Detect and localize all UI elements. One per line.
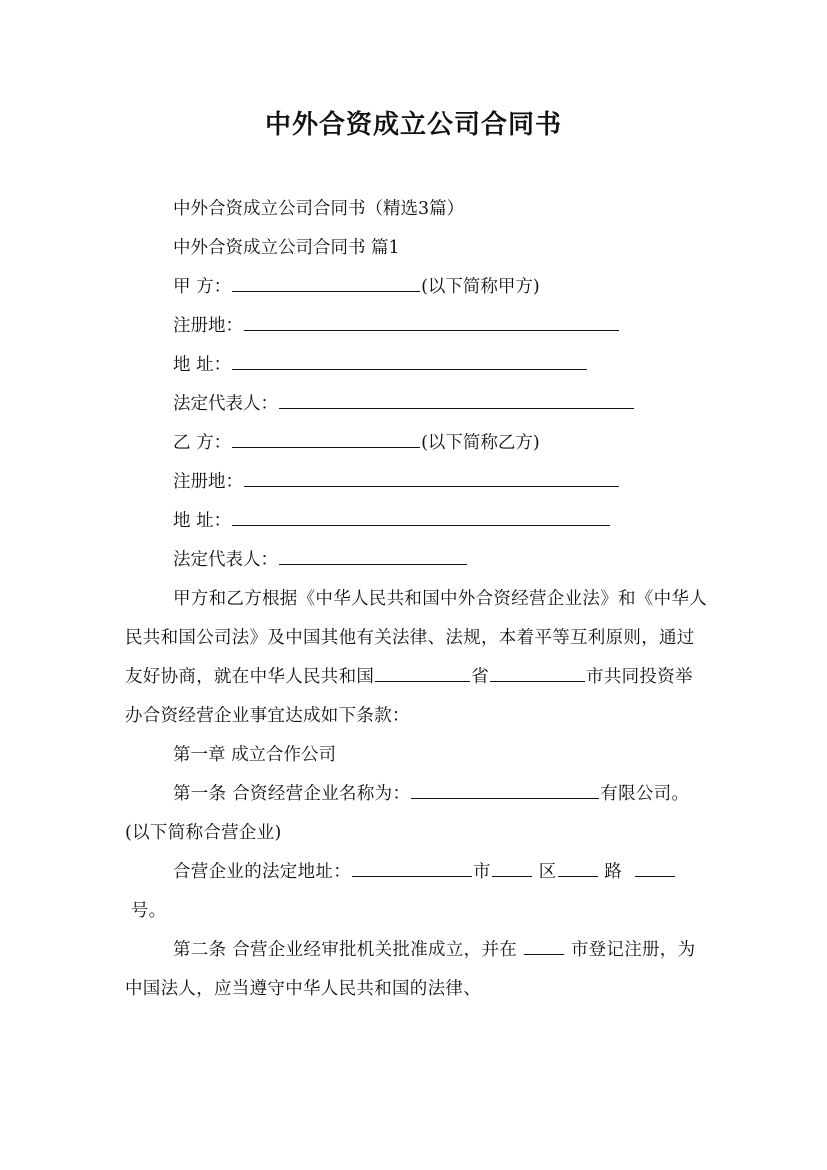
article-2-paragraph bbox=[125, 931, 710, 1009]
party-a-line bbox=[125, 268, 710, 307]
document-body bbox=[125, 190, 710, 1009]
party-b-line bbox=[125, 424, 710, 463]
party-a-suffix: (以下简称甲方) bbox=[421, 277, 540, 297]
district-label: 区 bbox=[538, 862, 557, 882]
legal-rep-label: 法定代表人： bbox=[173, 550, 278, 570]
preamble-text: 甲方和乙方根据《中华人民共和国中外合资经营企业法》和《中华人民共和国公司法》及中国其他有关法律、法规，本着平等互利原则，通过友好协商，就在中华人民共和国 bbox=[125, 589, 707, 687]
article-1-paragraph bbox=[125, 775, 710, 853]
number-label: 号。 bbox=[130, 901, 167, 921]
article-1-suffix: 有限公司。(以下简称合营企业) bbox=[125, 784, 690, 843]
chapter-heading: 第一章 成立合作公司 bbox=[173, 745, 337, 765]
party-b-address-blank bbox=[232, 505, 610, 526]
party-a-reg-blank bbox=[244, 310, 619, 331]
document-title: 中外合资成立公司合同书 bbox=[264, 110, 562, 140]
number-blank bbox=[635, 856, 675, 877]
article-2-prefix: 第二条 合营企业经审批机关批准成立，并在 bbox=[173, 940, 518, 960]
party-b-address-line bbox=[125, 502, 710, 541]
city-blank bbox=[490, 661, 585, 682]
party-a-address-blank bbox=[232, 349, 587, 370]
party-b-reg-blank bbox=[244, 466, 619, 487]
city-blank-2 bbox=[492, 856, 532, 877]
legal-address-prefix: 合营企业的法定地址： bbox=[173, 862, 351, 882]
company-name-blank bbox=[411, 778, 599, 799]
province-label: 省 bbox=[471, 667, 490, 687]
party-a-reg-line bbox=[125, 307, 710, 346]
reg-address-label: 注册地： bbox=[173, 316, 243, 336]
article-2-suffix: 市登记注册，为中国法人，应当遵守中华人民共和国的法律、 bbox=[125, 940, 696, 999]
preamble-text-2: 市共同投资举办合资经营企业事宜达成如下条款： bbox=[125, 667, 693, 726]
party-b-blank bbox=[232, 427, 420, 448]
city-label: 市 bbox=[473, 862, 491, 882]
legal-address-paragraph bbox=[125, 853, 710, 931]
party-b-legal-rep-blank bbox=[279, 544, 467, 565]
party-b-legal-rep-line bbox=[125, 541, 710, 580]
legal-rep-label: 法定代表人： bbox=[173, 394, 278, 414]
address-label: 地 址： bbox=[173, 355, 232, 375]
subtitle: 中外合资成立公司合同书（精选3篇） bbox=[173, 199, 465, 219]
district-blank bbox=[558, 856, 598, 877]
party-a-address-line bbox=[125, 346, 710, 385]
party-a-blank bbox=[232, 271, 420, 292]
reg-address-label: 注册地： bbox=[173, 472, 243, 492]
party-a-label: 甲 方： bbox=[173, 277, 232, 297]
party-a-legal-rep-blank bbox=[279, 388, 634, 409]
article-1-prefix: 第一条 合资经营企业名称为： bbox=[173, 784, 411, 804]
legal-address-blank bbox=[352, 856, 472, 877]
preamble-paragraph bbox=[125, 580, 710, 736]
party-b-reg-line bbox=[125, 463, 710, 502]
road-label: 路 bbox=[604, 862, 623, 882]
registration-city-blank bbox=[524, 934, 564, 955]
address-label: 地 址： bbox=[173, 511, 232, 531]
part-heading: 中外合资成立公司合同书 篇1 bbox=[173, 238, 400, 258]
party-a-legal-rep-line bbox=[125, 385, 710, 424]
province-blank bbox=[375, 661, 470, 682]
party-b-suffix: (以下简称乙方) bbox=[421, 433, 540, 453]
party-b-label: 乙 方： bbox=[173, 433, 232, 453]
